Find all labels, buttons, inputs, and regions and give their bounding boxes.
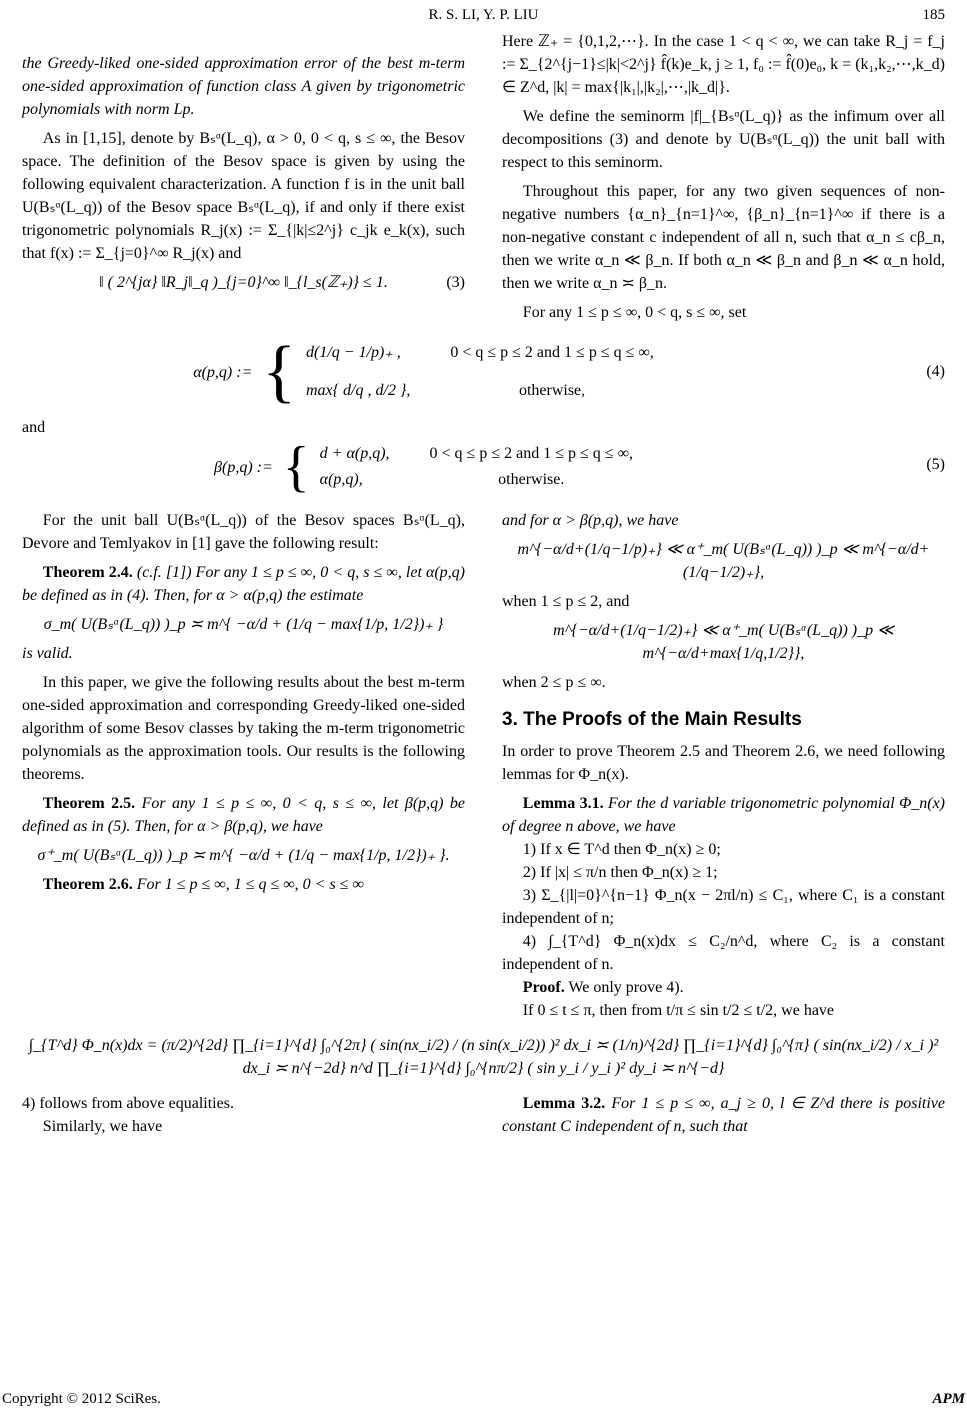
equation-number: (4) [926, 363, 945, 380]
brace: { [282, 436, 310, 498]
lemma-3-1 [502, 792, 945, 838]
text: when 1 ≤ p ≤ 2, and [502, 593, 630, 610]
theorem-text: (c.f. [1]) For any 1 ≤ p ≤ ∞, 0 < q, s ≤ ∞, let α(p,q) be defined as in (4). Then, for α > α(p,q) the estimate [22, 564, 466, 604]
paragraph: the Greedy-liked one-sided approximation error of the best m-term one-sided approximation of function class A given by trigonometric polynomials with norm Lp. [22, 55, 465, 118]
theorem-2-5 [22, 792, 465, 838]
footer-copyright: Copyright © 2012 SciRes. [2, 1391, 161, 1407]
lemma-item: 4) ∫_{T^d} Φ_n(x)dx ≤ C₂/n^d, where C₂ is a constant independent of n. [502, 933, 945, 973]
proof-equation: ∫_{T^d} Φ_n(x)dx = (π/2)^{2d} ∏_{i=1}^{d} ∫₀^{2π} ( sin(nx_i/2) / (n sin(x_i/2)) )² dx_i ≍ (1/n)^{2d} ∏_{i=1}^{d} ∫₀^{π} ( sin(nx_i/2) / x_i )² dx_i ≍ n^{−2d} n^d ∏_{i=1}^{d} ∫₀^{nπ/2} ( sin y_i / y_i )² dy_i ≍ n^{−d} [28, 1037, 939, 1077]
middle-columns [22, 509, 945, 1022]
equation-5-case-1: d + α(p,q), [319, 445, 390, 462]
text: Similarly, we have [42, 1118, 163, 1135]
section-heading: 3. The Proofs of the Main Results [502, 709, 802, 730]
theorem-2-5-equation: σ⁺_m( U(Bₛᵅ(L_q)) )_p ≍ m^{ −α/d + (1/q − max{1/p, 1/2})₊ }. [37, 847, 450, 864]
theorem-label: Theorem 2.6. [42, 876, 133, 893]
theorem-2-4 [22, 561, 465, 607]
right-column-top [502, 30, 945, 324]
equation-4-condition-2: otherwise, [518, 382, 586, 399]
footer-journal: APM [932, 1391, 965, 1407]
lemma-item: 2) If |x| ≤ π/n then Φ_n(x) ≥ 1; [522, 864, 718, 881]
lemma-item: 1) If x ∈ T^d then Φ_n(x) ≥ 0; [522, 841, 721, 858]
text: is valid. [22, 645, 73, 662]
right-column-bottom [502, 1092, 945, 1138]
equation-4 [22, 334, 945, 410]
lemma-label: Lemma 3.2. [522, 1095, 606, 1112]
left-column-bottom [22, 1092, 465, 1138]
equation: m^{−α/d+(1/q−1/2)₊} ≪ α⁺_m( U(Bₛᵅ(L_q)) )_p ≪ m^{−α/d+max{1/q,1/2}}, [553, 622, 894, 662]
theorem-label: Theorem 2.4. [42, 564, 133, 581]
equation-number: (3) [446, 274, 465, 291]
paragraph-notation: Throughout this paper, for any two given sequences of non-negative numbers {α_n}_{n=1}^∞, {β_n}_{n=1}^∞ if there is a non-negative constant c independent of all n, such that α_n ≤ cβ_n, then we write α_n ≪ β_n. If both α_n ≪ β_n and β_n ≪ α_n hold, then we write α_n ≍ β_n. [502, 183, 945, 292]
left-column-middle [22, 509, 465, 1022]
lemma-label: Lemma 3.1. [522, 795, 604, 812]
theorem-text: For any 1 ≤ p ≤ ∞, 0 < q, s ≤ ∞, let β(p,q) be defined as in (5). Then, for α > β(p,q), we have [22, 795, 466, 835]
right-column-middle [502, 509, 945, 1022]
lemma-item: 3) Σ_{|l|=0}^{n−1} Φ_n(x − 2πl/n) ≤ C₁, where C₁ is a constant independent of n; [502, 887, 945, 927]
lemma-items [502, 838, 945, 976]
equation-4-lhs: α(p,q) := [193, 363, 253, 381]
top-columns [22, 30, 945, 324]
equation-5-lhs: β(p,q) := [214, 458, 273, 476]
equation-3 [22, 271, 465, 294]
proof-text: We only prove 4). [568, 979, 684, 996]
page-number: 185 [922, 7, 945, 23]
equation-5-condition-2: otherwise. [498, 471, 565, 488]
paragraph: For any 1 ≤ p ≤ ∞, 0 < q, s ≤ ∞, set [522, 304, 747, 321]
equation-number: (5) [926, 456, 945, 473]
paragraph: If 0 ≤ t ≤ π, then from t/π ≤ sin t/2 ≤ t/2, we have [522, 1002, 835, 1019]
theorem-label: Theorem 2.5. [42, 795, 136, 812]
text: 4) follows from above equalities. [22, 1095, 234, 1112]
paragraph: and for α > β(p,q), we have [502, 512, 679, 529]
equation-5-case-2: α(p,q), [319, 471, 363, 488]
bottom-columns [22, 1092, 945, 1138]
proof-label: Proof. [522, 979, 565, 996]
equation-4-condition-1: 0 < q ≤ p ≤ 2 and 1 ≤ p ≤ q ≤ ∞, [450, 344, 654, 361]
theorem-2-6 [22, 873, 465, 896]
equation-5-condition-1: 0 < q ≤ p ≤ 2 and 1 ≤ p ≤ q ≤ ∞, [429, 445, 633, 462]
brace: { [262, 333, 296, 410]
theorem-text: For 1 ≤ p ≤ ∞, 1 ≤ q ≤ ∞, 0 < s ≤ ∞ [136, 876, 364, 893]
equation-4-case-1: d(1/q − 1/p)₊ , [306, 344, 401, 361]
equation: m^{−α/d+(1/q−1/p)₊} ≪ α⁺_m( U(Bₛᵅ(L_q)) )_p ≪ m^{−α/d+(1/q−1/2)₊}, [517, 541, 930, 581]
lemma-text: For 1 ≤ p ≤ ∞, a_j ≥ 0, l ∈ Z^d there is positive constant C independent of n, such that [502, 1095, 945, 1135]
equation-3-body: ‖ ( 2^{jα} ‖R_j‖_q )_{j=0}^∞ ‖_{l_s(ℤ₊)} ≤ 1. [99, 274, 388, 291]
lemma-text: For the d variable trigonometric polynomial Φ_n(x) of degree n above, we have [502, 795, 945, 835]
left-column-top [22, 30, 465, 324]
theorem-2-4-equation: σ_m( U(Bₛᵅ(L_q)) )_p ≍ m^{ −α/d + (1/q − max{1/p, 1/2})₊ } [43, 616, 444, 633]
running-header-authors: R. S. LI, Y. P. LIU [428, 7, 539, 23]
text: when 2 ≤ p ≤ ∞. [502, 674, 606, 691]
paragraph: In order to prove Theorem 2.5 and Theorem 2.6, we need following lemmas for Φ_n(x). [502, 743, 945, 783]
paragraph: In this paper, we give the following results about the best m-term one-sided approximation and corresponding Greedy-liked one-sided algorithm of some Besov classes by taking the m-term trigonometric polynomials as the approximation tools. Our results is the following theorems. [22, 674, 465, 783]
text-and: and [22, 419, 46, 436]
lemma-3-2 [502, 1092, 945, 1138]
proof [502, 976, 945, 999]
equation-4-case-2: max{ d/q , d/2 }, [306, 382, 411, 399]
paragraph: For the unit ball U(Bₛᵅ(L_q)) of the Besov spaces Bₛᵅ(L_q), Devore and Temlyakov in [1] gave the following result: [22, 512, 465, 552]
equation-5 [22, 436, 945, 498]
paragraph: Here ℤ₊ = {0,1,2,⋯}. In the case 1 < q < ∞, we can take R_j = f_j := Σ_{2^{j−1}≤|k|<2^j} f̂(k)e_k, j ≥ 1, f₀ := f̂(0)e₀, k = (k₁,k₂,⋯,k_d) ∈ Z^d, |k| = max{|k₁|,|k₂|,⋯,|k_d|}. [502, 33, 945, 96]
paragraph-besov-definition: As in [1,15], denote by Bₛᵅ(L_q), α > 0, 0 < q, s ≤ ∞, the Besov space. The definition of the Besov space is given by using the following equivalent characterization. A function f is in the unit ball U(Bₛᵅ(L_q)) of the Besov space Bₛᵅ(L_q), if and only if there exist trigonometric polynomials R_j(x) := Σ_{|k|≤2^j} c_jk e_k(x), such that f(x) := Σ_{j=0}^∞ R_j(x) and [22, 130, 465, 262]
paragraph-seminorm: We define the seminorm |f|_{Bₛᵅ(L_q)} as the infimum over all decompositions (3) and denote by U(Bₛᵅ(L_q)) the unit ball with respect to this seminorm. [502, 108, 945, 171]
